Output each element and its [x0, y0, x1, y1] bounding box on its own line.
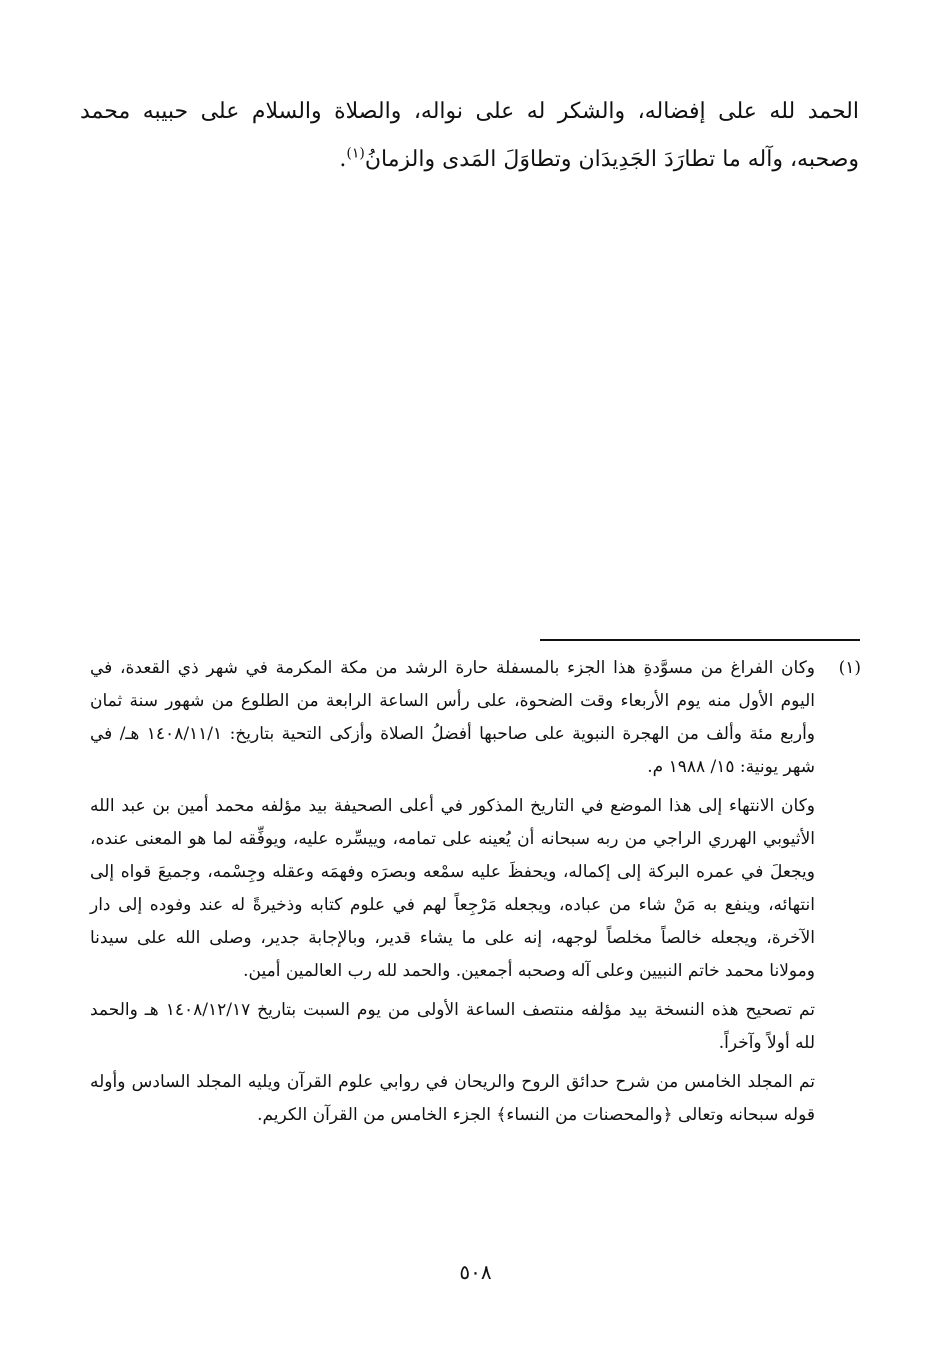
footnote-paragraph: وكان الانتهاء إلى هذا الموضع في التاريخ المذكور في أعلى الصحيفة بيد مؤلفه محمد أمين بن عبد الله الأثيوبي الهرري الراجي من ربه سبحانه أن يُعينه على تمامه، وييسِّره عليه، ويوفِّقه لما هو المعنى عنده، ويجعلَ في عمره البركة إلى إكماله، ويحفظَ عليه سمْعه وبصرَه وفهمَه وعقله وجِسْمه، وجميعَ قواه إلى انتهائه، وينفع به مَنْ شاء من عباده، ويجعله مَرْجِعاً لهم في علوم كتابه وذخيرةً له عند وفوده إلى دار الآخرة، ويجعله خالصاً مخلصاً لوجهه، إنه على ما يشاء قدير، وبالإجابة جدير، وصلى الله على سيدنا ومولانا محمد خاتم النبيين وعلى آله وصحبه أجمعين. والحمد لله رب العالمين أمين. [90, 796, 815, 981]
footnote-paragraph: وكان الفراغ من مسوَّدةِ هذا الجزء بالمسفلة حارة الرشد من مكة المكرمة في شهر ذي القعدة، في اليوم الأول منه يوم الأربعاء وقت الضحوة، على رأس الساعة الرابعة من الطلوع من شهور سنة ثمان وأربع مئة وألف من الهجرة النبوية على صاحبها أفضلُ الصلاة وأزكى التحية بتاريخ: ١٤٠٨/١١/١ هـ/ في شهر يونية: ١٥/ ١٩٨٨ م. [90, 658, 816, 777]
page-number: ٥٠٨ [459, 1260, 492, 1284]
footnote-reference: (١) [346, 145, 365, 162]
footnote-number: (١) [838, 658, 861, 678]
body-paragraph [80, 88, 859, 184]
footnote-paragraph: تم تصحيح هذه النسخة بيد مؤلفه منتصف الساعة الأولى من يوم السبت بتاريخ ١٤٠٨/١٢/١٧ هـ والحمد لله أولاً وآخراً. [90, 1000, 815, 1053]
footnotes-section [90, 652, 861, 1138]
body-text: الحمد لله على إفضاله، والشكر له على نواله، والصلاة والسلام على حبيبه محمد وصحبه، وآله ما تطارَدَ الجَدِيدَان وتطاوَلَ المَدى والزمانُ [80, 99, 859, 172]
body-end-mark: . [339, 147, 347, 172]
footnote-1 [90, 652, 861, 1138]
footnote-body [90, 652, 815, 1138]
footnote-paragraph: تم المجلد الخامس من شرح حدائق الروح والريحان في روابي علوم القرآن ويليه المجلد السادس وأوله قوله سبحانه وتعالى ﴿والمحصنات من النساء﴾ الجزء الخامس من القرآن الكريم. [90, 1072, 815, 1125]
footnote-separator [540, 639, 860, 641]
